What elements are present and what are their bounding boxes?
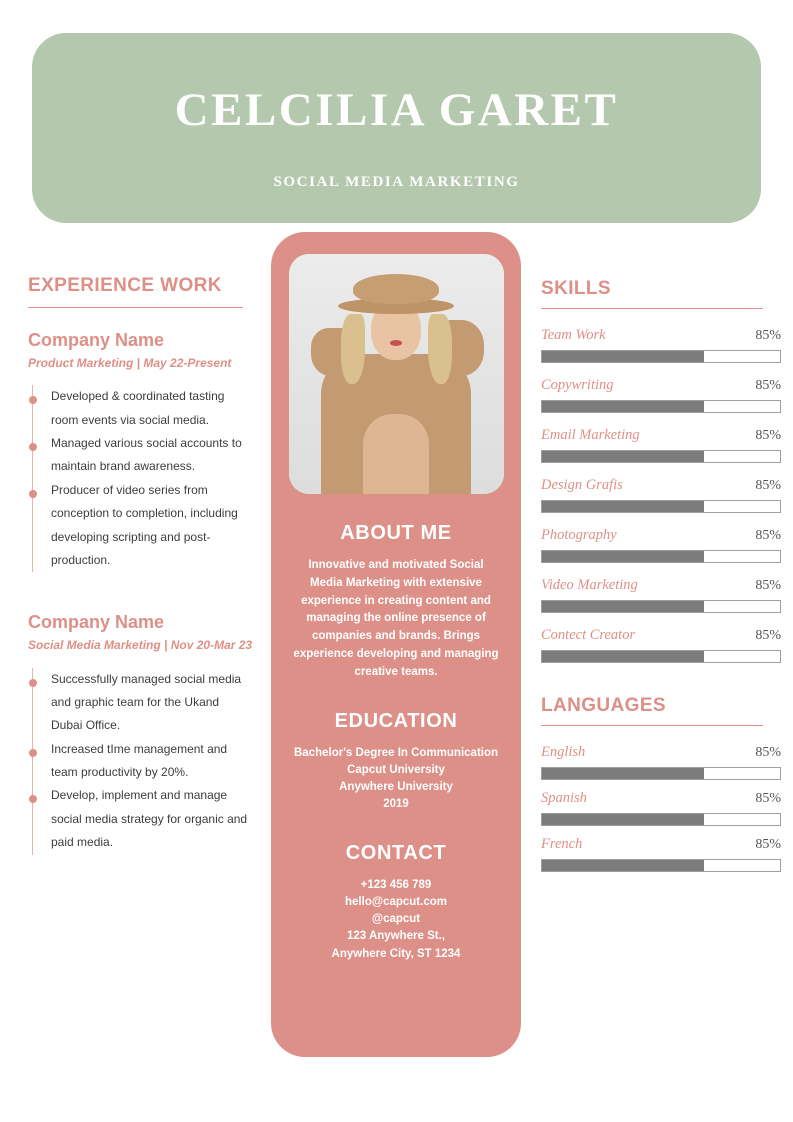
- language-value: 85%: [755, 791, 781, 806]
- education-line: Anywhere University: [339, 781, 453, 794]
- bullet-text: Successfully managed social media and graphic team for the Ukand Dubai Office.: [51, 671, 242, 733]
- bullet-dot-icon: [29, 795, 37, 803]
- job-role: Social Media Marketing | Nov 20-Mar 23: [28, 638, 253, 653]
- bullet-text: Producer of video series from conception to completion, including developing scripting and post-production.: [51, 482, 238, 567]
- skill-row: [541, 627, 781, 663]
- portrait-hair-right: [428, 314, 452, 384]
- language-label: French: [541, 836, 583, 852]
- education-line: Bachelor's Degree In Communication: [293, 746, 499, 759]
- skill-label: Video Marketing: [541, 577, 638, 593]
- portrait-lips: [390, 340, 402, 346]
- experience-item: [28, 330, 253, 572]
- languages-section: [541, 695, 781, 872]
- bullet-dot-icon: [29, 679, 37, 687]
- portrait-hair-left: [341, 314, 365, 384]
- divider: [541, 725, 763, 726]
- skill-row: [541, 327, 781, 363]
- contact-email[interactable]: hello@capcut.com: [345, 895, 447, 908]
- bullet-text: Developed & coordinated tasting room events via social media.: [51, 389, 225, 427]
- skill-value: 85%: [755, 378, 781, 393]
- skill-value: 85%: [755, 478, 781, 493]
- company-name: Company Name: [28, 612, 165, 633]
- portrait-hat: [353, 274, 439, 304]
- bullet-text: Increased tIme management and team productivity by 20%.: [51, 741, 228, 780]
- list-item: [33, 738, 253, 785]
- skill-row: [541, 577, 781, 613]
- language-bar: [541, 859, 781, 872]
- language-bar-fill: [542, 860, 704, 871]
- section-title-education: EDUCATION: [334, 709, 458, 732]
- skill-row: [541, 427, 781, 463]
- section-title-languages: LANGUAGES: [541, 695, 666, 716]
- job-role: Product Marketing | May 22-Present: [28, 356, 232, 370]
- language-bar: [541, 813, 781, 826]
- skill-value: 85%: [755, 528, 781, 543]
- profile-panel: [271, 232, 521, 1057]
- skill-label: Contect Creator: [541, 627, 636, 643]
- bullet-list: [32, 668, 253, 855]
- skill-bar-fill: [542, 551, 704, 562]
- experience-item: [28, 612, 253, 854]
- education-line: 2019: [383, 798, 409, 811]
- language-label: English: [541, 744, 586, 760]
- bullet-dot-icon: [29, 749, 37, 757]
- divider: [28, 307, 243, 308]
- skill-label: Photography: [541, 527, 617, 543]
- language-row: [541, 790, 781, 826]
- skill-row: [541, 377, 781, 413]
- contact-handle[interactable]: @capcut: [371, 913, 421, 926]
- skill-value: 85%: [755, 328, 781, 343]
- skill-bar: [541, 550, 781, 563]
- about-text: Innovative and motivated Social Media Marketing with extensive experience in creating content and managing the online presence of companies and brands. Brings experience developing and managing creative teams.: [293, 559, 499, 678]
- portrait-shade: [363, 414, 429, 494]
- skill-bar-fill: [542, 401, 704, 412]
- section-title-skills: SKILLS: [541, 278, 611, 299]
- page-title: CELCILIA GARET: [174, 83, 619, 136]
- avatar: [289, 254, 504, 494]
- skill-bar: [541, 600, 781, 613]
- skill-value: 85%: [755, 578, 781, 593]
- contact-address-line-2: Anywhere City, ST 1234: [331, 947, 461, 960]
- skill-bar-fill: [542, 651, 704, 662]
- contact-phone: +123 456 789: [360, 878, 432, 891]
- language-bar: [541, 767, 781, 780]
- language-value: 85%: [755, 745, 781, 760]
- language-row: [541, 744, 781, 780]
- section-title-experience: EXPERIENCE WORK: [28, 275, 222, 296]
- skill-label: Team Work: [541, 327, 606, 343]
- language-row: [541, 836, 781, 872]
- skill-value: 85%: [755, 628, 781, 643]
- bullet-list: [32, 385, 253, 572]
- experience-column: [28, 275, 253, 855]
- skill-bar-fill: [542, 501, 704, 512]
- language-label: Spanish: [541, 790, 587, 806]
- skill-bar: [541, 500, 781, 513]
- skill-bar: [541, 450, 781, 463]
- education-line: Capcut University: [347, 763, 445, 776]
- skill-bar: [541, 350, 781, 363]
- skill-row: [541, 477, 781, 513]
- section-title-contact: CONTACT: [345, 841, 447, 864]
- skill-label: Design Grafis: [541, 477, 623, 493]
- skill-bar-fill: [542, 351, 704, 362]
- list-item: [33, 784, 253, 854]
- list-item: [33, 479, 253, 573]
- language-bar-fill: [542, 814, 704, 825]
- company-name: Company Name: [28, 330, 165, 350]
- language-value: 85%: [755, 837, 781, 852]
- skill-bar-fill: [542, 451, 704, 462]
- bullet-text: Develop, implement and manage social media strategy for organic and paid media.: [51, 788, 248, 850]
- skill-bar: [541, 650, 781, 663]
- divider: [541, 308, 763, 309]
- skill-label: Copywriting: [541, 377, 614, 393]
- bullet-dot-icon: [29, 443, 37, 451]
- list-item: [33, 668, 253, 738]
- skill-label: Email Marketing: [541, 427, 640, 443]
- contact-address-line-1: 123 Anywhere St.,: [346, 930, 445, 943]
- bullet-dot-icon: [29, 490, 37, 498]
- skill-bar-fill: [542, 601, 704, 612]
- language-bar-fill: [542, 768, 704, 779]
- section-title-about: ABOUT ME: [340, 522, 452, 544]
- list-item: [33, 385, 253, 432]
- bullet-text: Managed various social accounts to maintain brand awareness.: [51, 435, 242, 474]
- skill-row: [541, 527, 781, 563]
- skill-value: 85%: [755, 428, 781, 443]
- job-title: SOCIAL MEDIA MARKETING: [273, 174, 520, 191]
- list-item: [33, 432, 253, 479]
- header-band: [32, 33, 761, 223]
- skills-column: [541, 278, 781, 882]
- bullet-dot-icon: [29, 396, 37, 404]
- skill-bar: [541, 400, 781, 413]
